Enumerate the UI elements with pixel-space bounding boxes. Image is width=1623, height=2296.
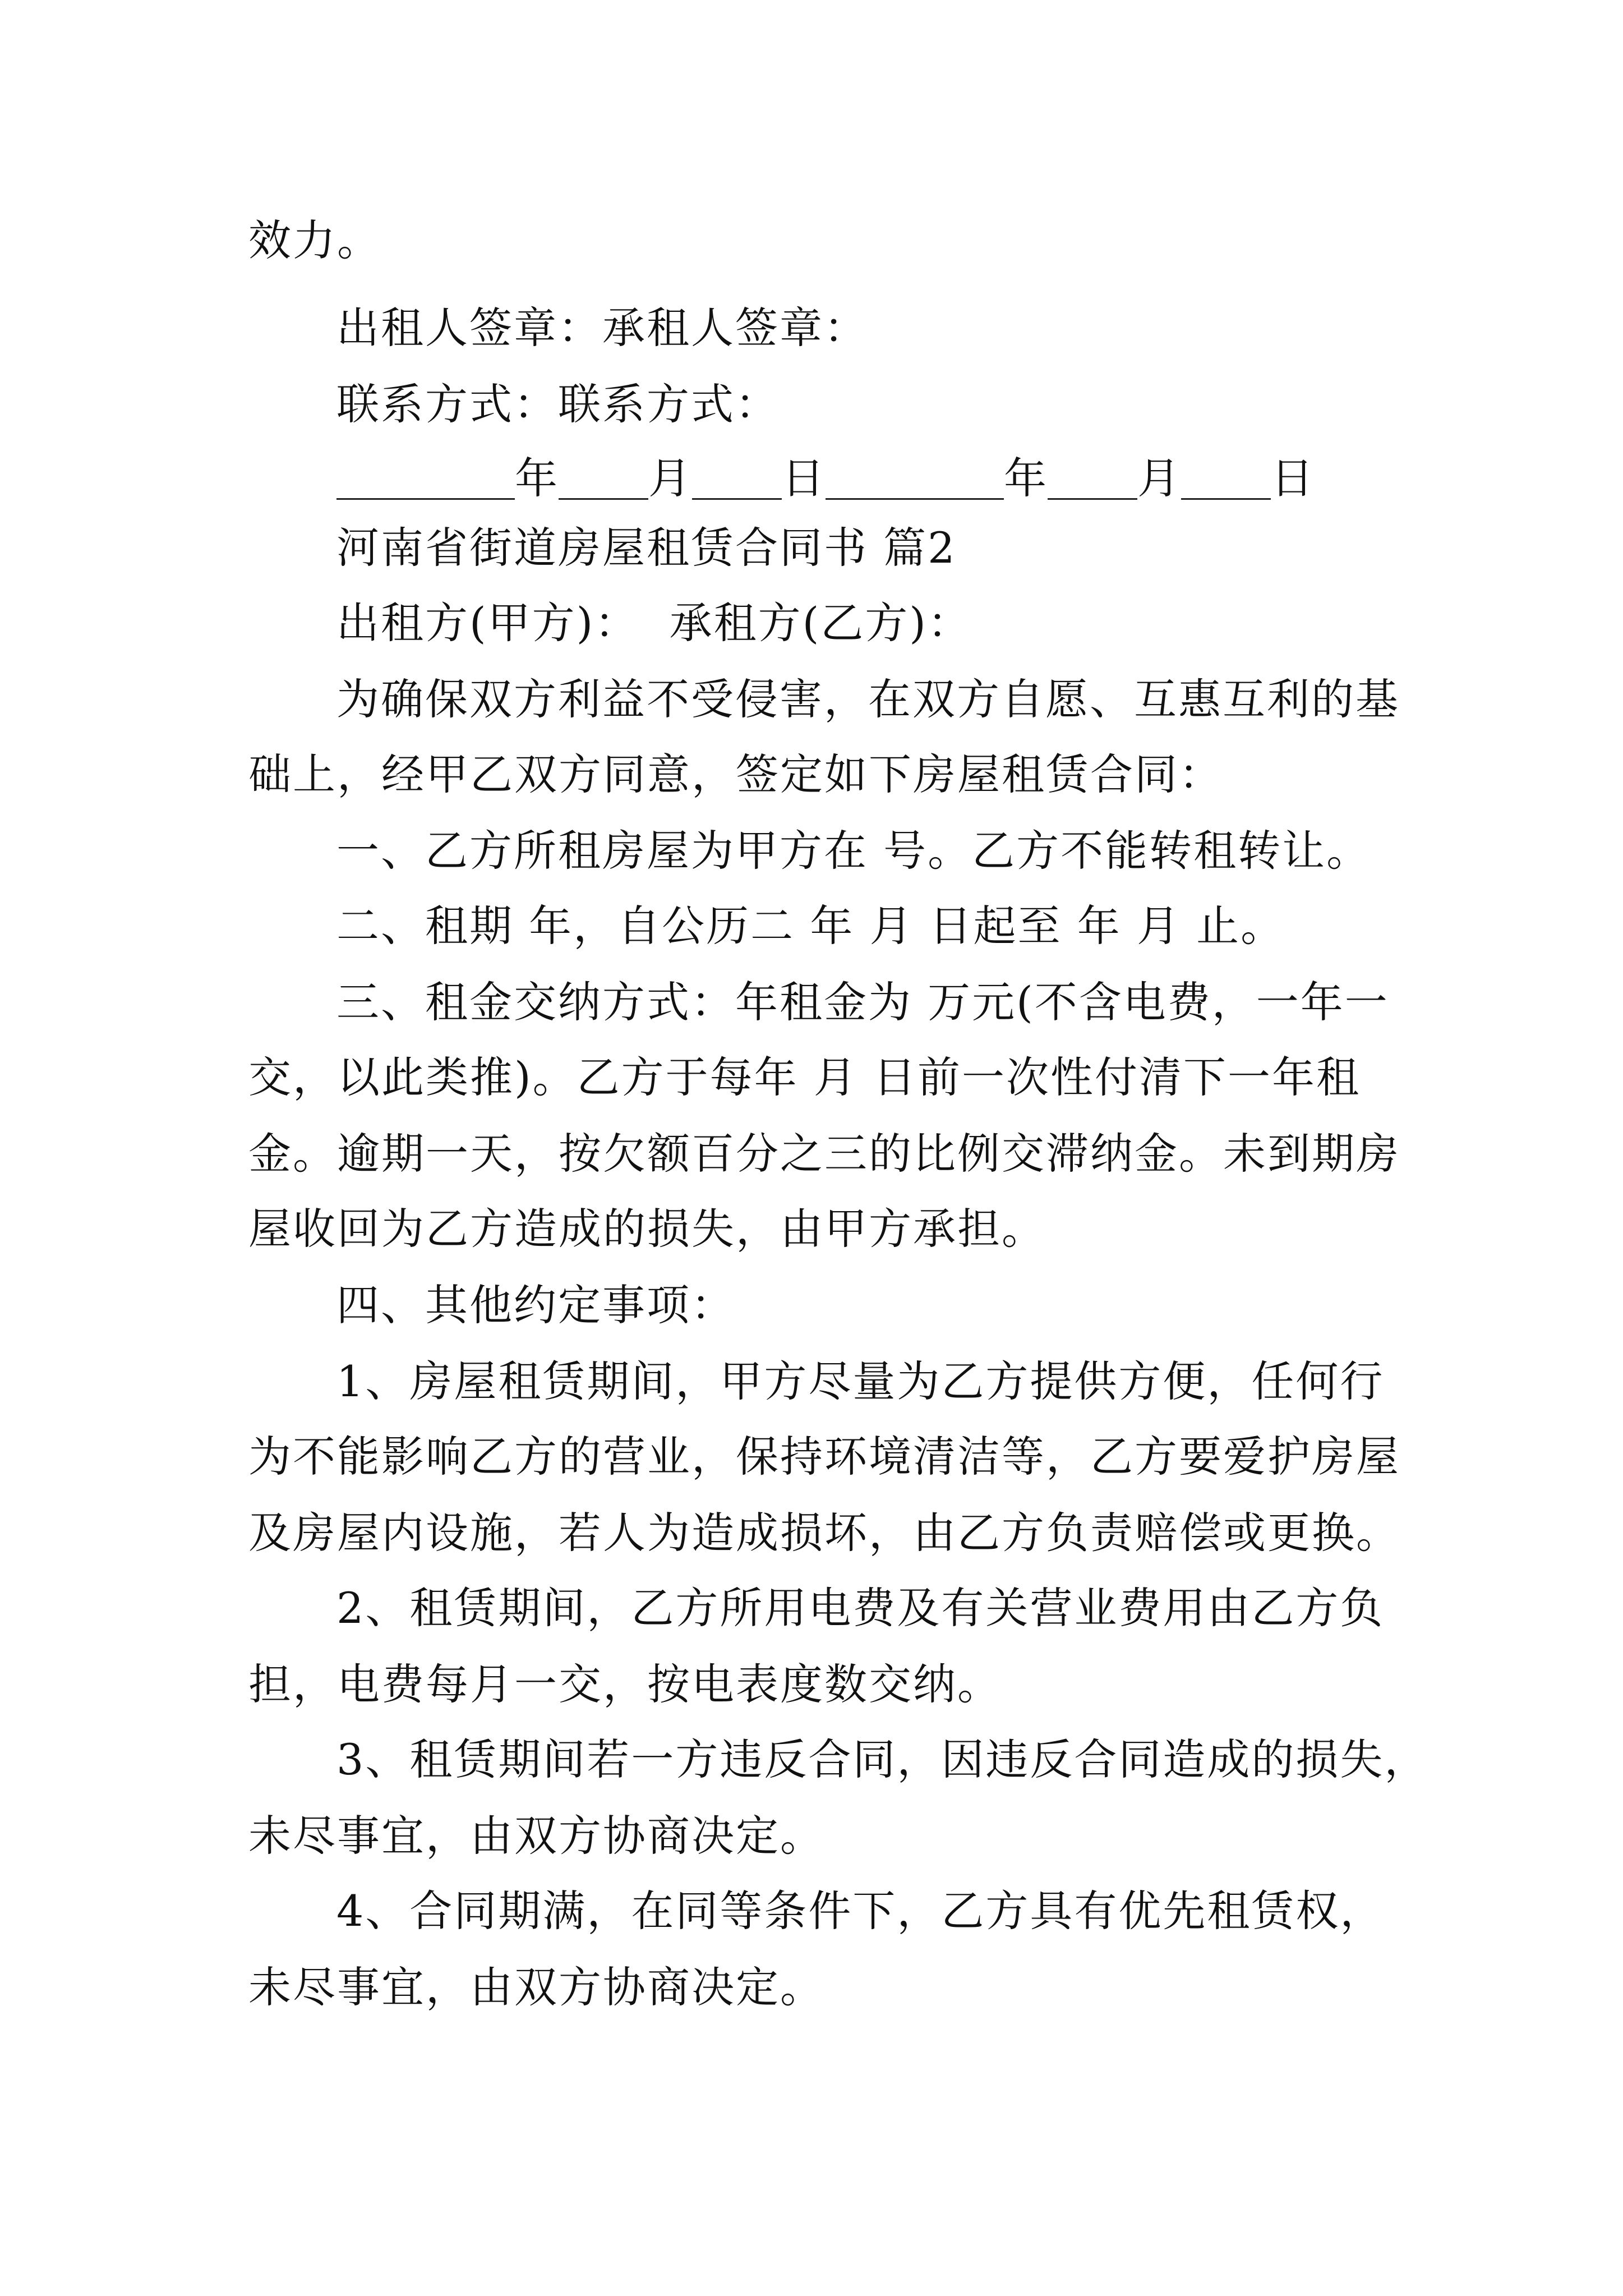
section-title: 河南省街道房屋租赁合同书 篇2 [336,523,957,573]
paragraph-line: 效力。 [248,215,381,265]
item-1: 1、房屋租赁期间，甲方尽量为乙方提供方便，任何行 [336,1356,1385,1406]
item-3: 3、租赁期间若一方违反合同，因违反合同造成的损失， [336,1734,1429,1784]
paragraph-line: 屋收回为乙方造成的损失，由甲方承担。 [248,1204,1046,1254]
year-blank [336,464,515,500]
paragraph-line: 为不能影响乙方的营业，保持环境清洁等，乙方要爱护房屋 [248,1432,1400,1481]
paragraph-line: 及房屋内设施，若人为造成损坏，由乙方负责赔偿或更换。 [248,1508,1400,1558]
clause-2: 二、租期 年，自公历二 年 月 日起至 年 月 止。 [336,901,1285,951]
month-blank [1048,464,1137,500]
paragraph-line: 未尽事宜，由双方协商决定。 [248,1811,824,1861]
day-blank [1181,464,1271,500]
date-unit: 日 [1271,453,1315,503]
month-blank [559,464,648,500]
parties-line: 出租方(甲方)： 承租方(乙方)： [336,598,972,648]
date-unit: 年 [515,453,559,503]
paragraph-line: 未尽事宜，由双方协商决定。 [248,1962,824,2012]
paragraph-line: 金。逾期一天，按欠额百分之三的比例交滞纳金。未到期房 [248,1129,1400,1179]
item-4: 4、合同期满，在同等条件下，乙方具有优先租赁权， [336,1886,1385,1936]
item-2: 2、租赁期间，乙方所用电费及有关营业费用由乙方负 [336,1583,1385,1633]
year-blank [826,464,1004,500]
clause-1: 一、乙方所租房屋为甲方在 号。乙方不能转租转让。 [336,826,1371,876]
date-unit: 月 [648,453,692,503]
date-unit: 年 [1004,453,1048,503]
paragraph-line: 础上，经甲乙双方同意，签定如下房屋租赁合同： [248,749,1223,799]
date-unit: 日 [782,453,826,503]
date-unit: 月 [1137,453,1181,503]
clause-3: 三、租金交纳方式：年租金为 万元(不含电费，一年一 [336,977,1389,1027]
signature-line: 出租人签章：承租人签章： [336,303,868,353]
contact-line: 联系方式：联系方式： [336,379,780,429]
day-blank [692,464,782,500]
paragraph-line: 为确保双方利益不受侵害，在双方自愿、互惠互利的基 [336,674,1400,724]
clause-4-title: 四、其他约定事项： [336,1280,735,1330]
paragraph-line: 交，以此类推)。乙方于每年 月 日前一次性付清下一年租 [248,1052,1361,1102]
paragraph-line: 担，电费每月一交，按电表度数交纳。 [248,1659,1002,1709]
date-line [336,453,1315,503]
